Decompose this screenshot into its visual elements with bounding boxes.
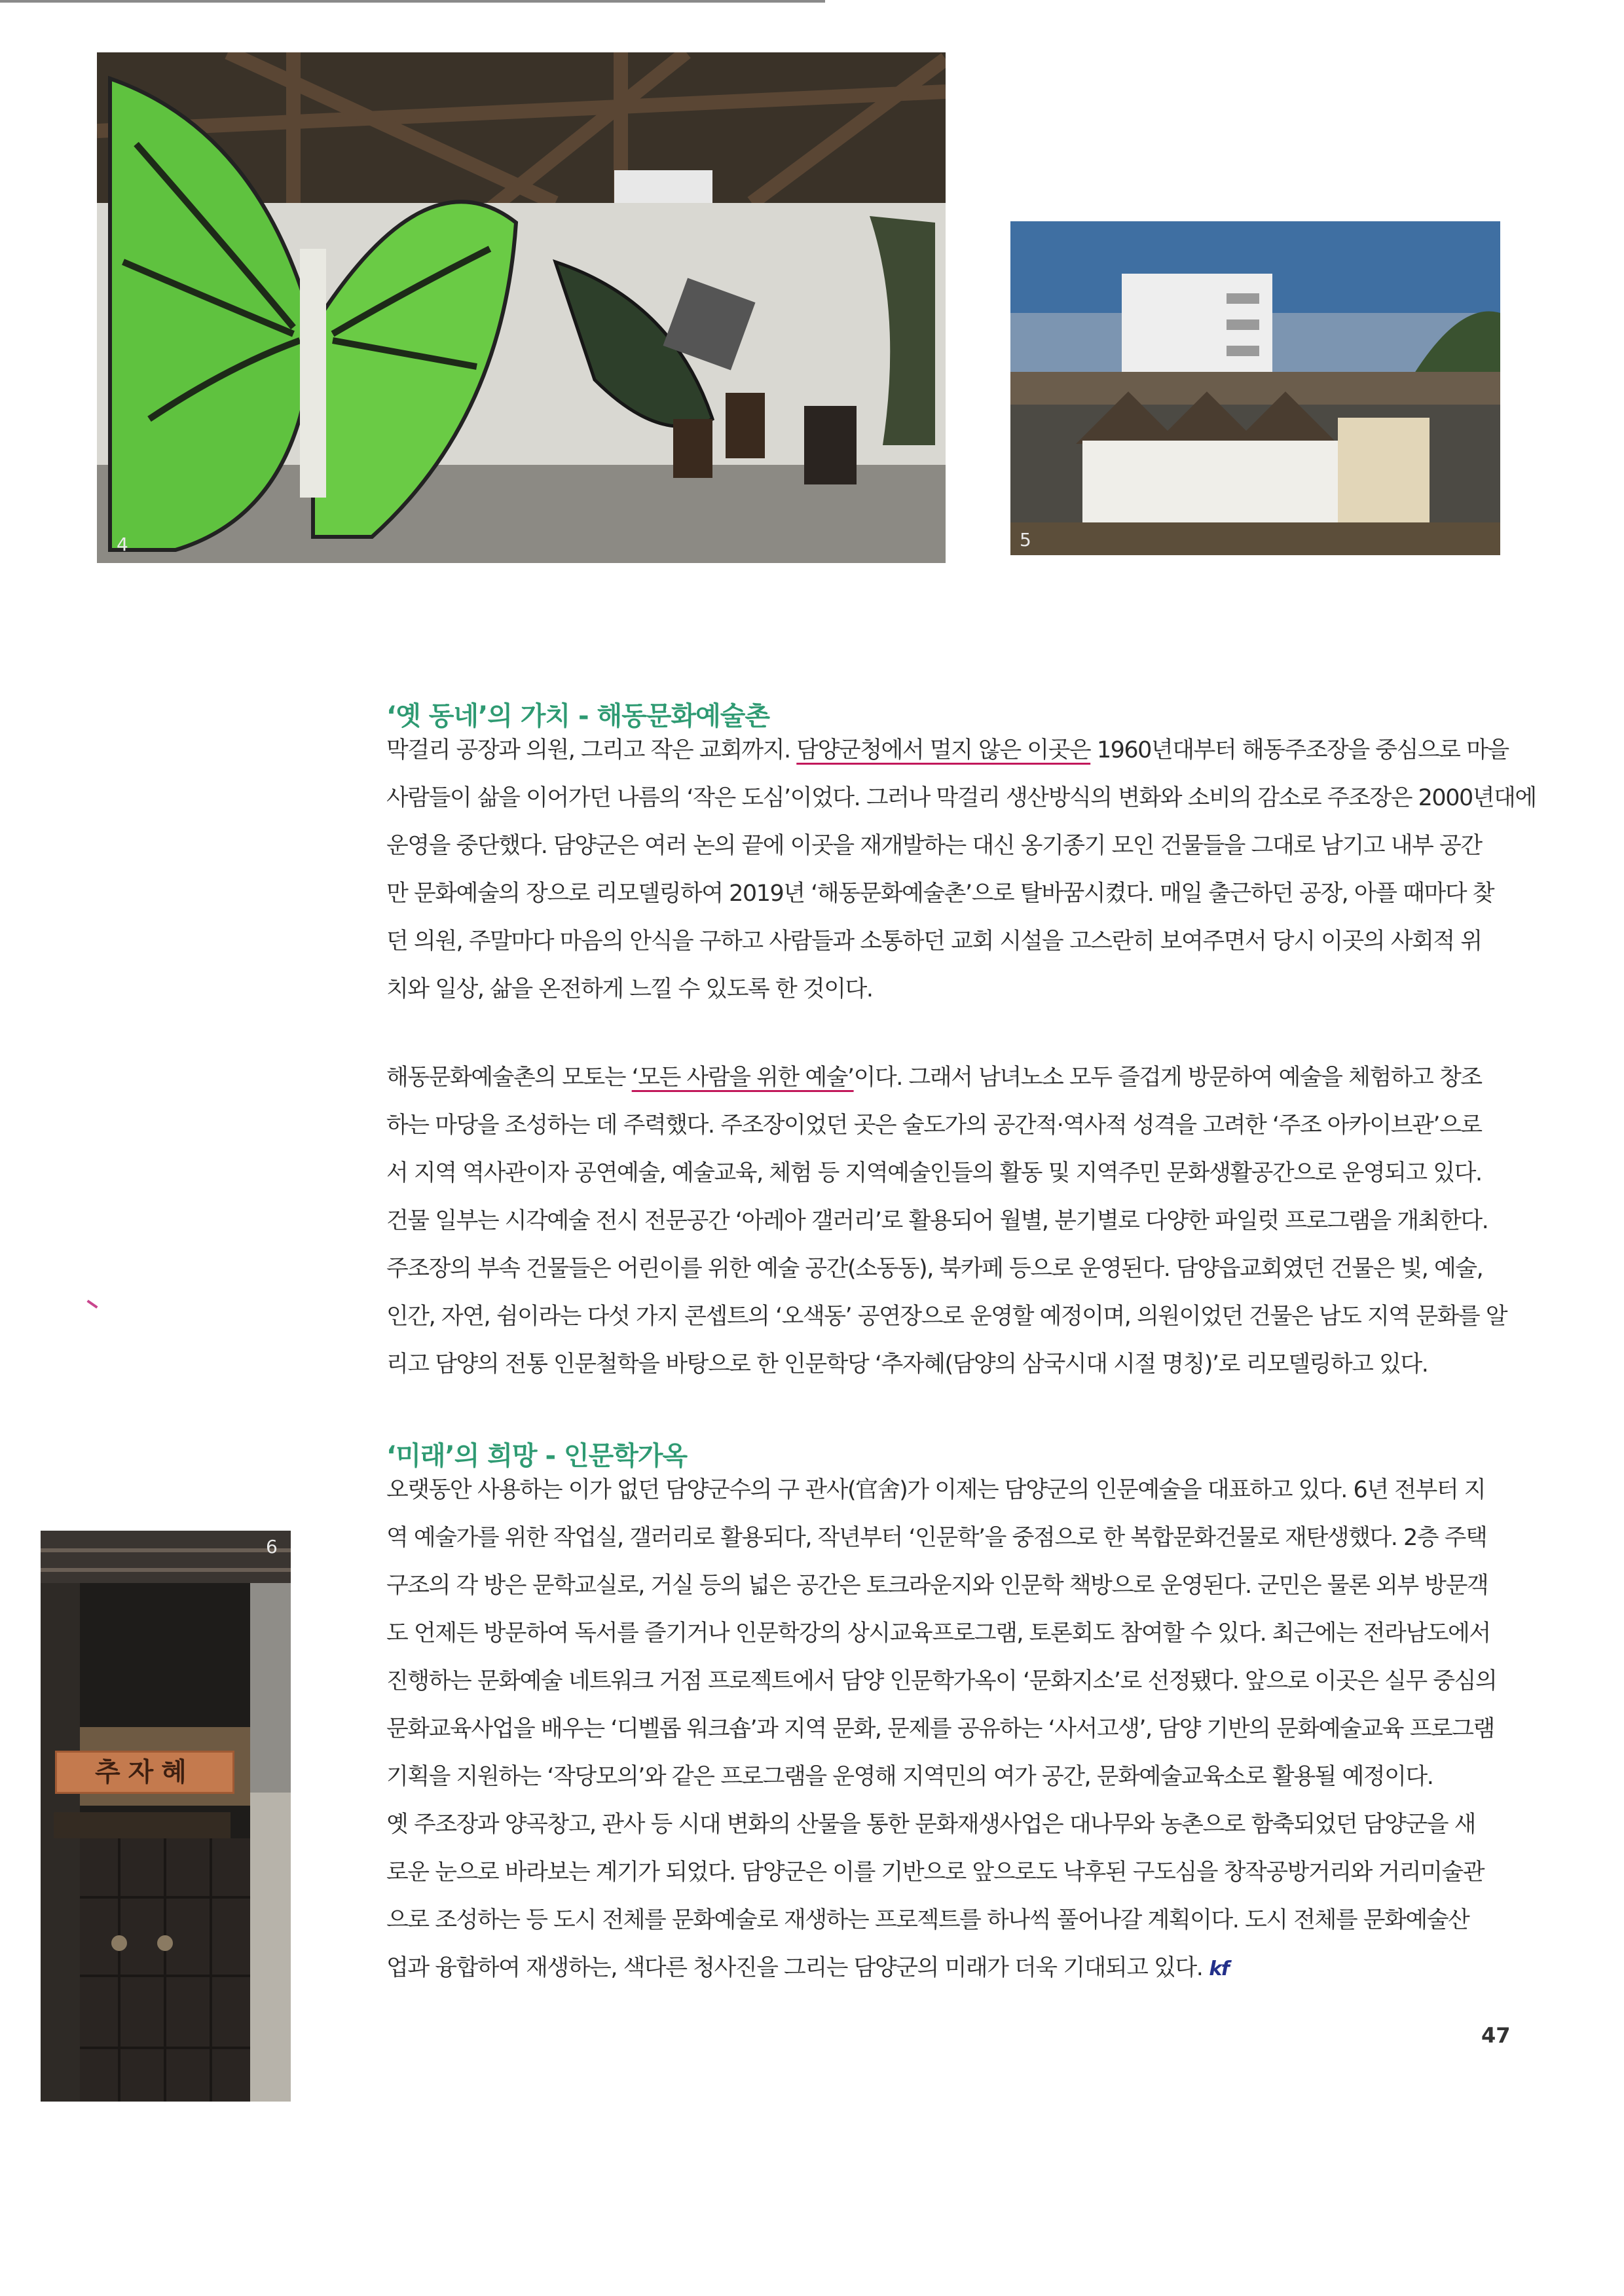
section2-paragraph [386, 1467, 1513, 1993]
buildings-illustration [1010, 221, 1500, 555]
underlined-text: ‘모든 사람을 위한 예술’ [631, 1065, 854, 1091]
text-line: 사람들이 삶을 이어가던 나름의 ‘작은 도심’이었다. 그러나 막걸리 생산방식의 변화와 소비의 감소로 주조장은 2000년대에 [386, 785, 1536, 811]
text-line: 막걸리 공장과 의원, 그리고 작은 교회까지. 담양군청에서 멀지 않은 이곳은 1960년대부터 해동주조장을 중심으로 마을 [386, 737, 1509, 763]
photo-number: 5 [1020, 529, 1031, 551]
text-line: 리고 담양의 전통 인문철학을 바탕으로 한 인문학당 ‘추자혜(담양의 삼국시대 시절 명칭)’로 리모델링하고 있다. [386, 1351, 1428, 1377]
text-line: 운영을 중단했다. 담양군은 여러 논의 끝에 이곳을 재개발하는 대신 옹기종기 모인 건물들을 그대로 남기고 내부 공간 [386, 833, 1482, 859]
text-line: 인간, 자연, 쉼이라는 다섯 가지 콘셉트의 ‘오색동’ 공연장으로 운영할 예정이며, 의원이었던 건물은 남도 지역 문화를 알 [386, 1303, 1507, 1330]
text-line: 하는 마당을 조성하는 데 주력했다. 주조장이었던 곳은 술도가의 공간적·역사적 성격을 고려한 ‘주조 아카이브관’으로 [386, 1112, 1482, 1139]
section1-paragraph2 [386, 1054, 1513, 1389]
text-line: 구조의 각 방은 문학교실로, 거실 등의 넓은 공간은 토크라운지와 인문학 책방으로 운영된다. 군민은 물론 외부 방문객 [386, 1573, 1488, 1599]
text-line: 오랫동안 사용하는 이가 없던 담양군수의 구 관사(官舍)가 이제는 담양군의 인문예술을 대표하고 있다. 6년 전부터 지 [386, 1477, 1486, 1503]
text-line: 옛 주조장과 양곡창고, 관사 등 시대 변화의 산물을 통한 문화재생사업은 대나무와 농촌으로 함축되었던 담양군을 새 [386, 1812, 1475, 1838]
gate-illustration [41, 1531, 291, 2102]
text-line: 치와 일상, 삶을 온전하게 느낄 수 있도록 한 것이다. [386, 976, 873, 1002]
section2-heading: ‘미래’의 희망 - 인문학가옥 [386, 1441, 688, 1471]
photo-number: 6 [266, 1536, 278, 1558]
text-line: 진행하는 문화예술 네트워크 거점 프로젝트에서 담양 인문학가옥이 ‘문화지소’로 선정됐다. 앞으로 이곳은 실무 중심의 [386, 1668, 1497, 1694]
sign-board: 추자혜 [55, 1751, 234, 1794]
photo-gabled-buildings [1010, 221, 1500, 555]
text-line: 문화교육사업을 배우는 ‘디벨롭 워크숍’과 지역 문화, 문제를 공유하는 ‘사서고생’, 담양 기반의 문화예술교육 프로그램 [386, 1716, 1494, 1742]
photo-number: 4 [117, 534, 128, 555]
text-line: 역 예술가를 위한 작업실, 갤러리로 활용되다, 작년부터 ‘인문학’을 중점으로 한 복합문화건물로 재탄생했다. 2층 주택 [386, 1525, 1487, 1551]
pen-mark [86, 1300, 98, 1309]
gallery-illustration [97, 52, 946, 563]
photo-chujahye-gate [41, 1531, 291, 2102]
kf-logo: kf [1209, 1958, 1229, 1980]
text-line: 주조장의 부속 건물들은 어린이를 위한 예술 공간(소동동), 북카페 등으로 운영된다. 담양읍교회였던 건물은 빛, 예술, [386, 1256, 1483, 1282]
underlined-text: 담양군청에서 멀지 않은 이곳은 [796, 737, 1091, 763]
text-line: 던 의원, 주말마다 마음의 안식을 구하고 사람들과 소통하던 교회 시설을 고스란히 보여주면서 당시 이곳의 사회적 위 [386, 928, 1482, 955]
text-line: 으로 조성하는 등 도시 전체를 문화예술로 재생하는 프로젝트를 하나씩 풀어나갈 계획이다. 도시 전체를 문화예술산 [386, 1907, 1469, 1933]
page-number: 47 [1481, 2023, 1511, 2048]
top-rule [0, 0, 825, 3]
text-line: 로운 눈으로 바라보는 계기가 되었다. 담양군은 이를 기반으로 앞으로도 낙후된 구도심을 창작공방거리와 거리미술관 [386, 1859, 1485, 1886]
section1-heading: ‘옛 동네’의 가치 - 해동문화예술촌 [386, 701, 770, 731]
text-line: 서 지역 역사관이자 공연예술, 예술교육, 체험 등 지역예술인들의 활동 및 지역주민 문화생활공간으로 운영되고 있다. [386, 1160, 1482, 1186]
text-line: 업과 융합하여 재생하는, 색다른 청사진을 그리는 담양군의 미래가 더욱 기대되고 있다. kf [386, 1955, 1229, 1981]
text-line: 건물 일부는 시각예술 전시 전문공간 ‘아레아 갤러리’로 활용되어 월별, 분기별로 다양한 파일럿 프로그램을 개최한다. [386, 1208, 1488, 1234]
text-line: 해동문화예술촌의 모토는 ‘모든 사람을 위한 예술’이다. 그래서 남녀노소 모두 즐겁게 방문하여 예술을 체험하고 창조 [386, 1065, 1482, 1091]
text-line: 도 언제든 방문하여 독서를 즐기거나 인문학강의 상시교육프로그램, 토론회도 참여할 수 있다. 최근에는 전라남도에서 [386, 1620, 1490, 1647]
text-line: 만 문화예술의 장으로 리모델링하여 2019년 ‘해동문화예술촌’으로 탈바꿈시켰다. 매일 출근하던 공장, 아플 때마다 찾 [386, 881, 1494, 907]
section1-paragraph1 [386, 727, 1536, 1013]
text-line: 기획을 지원하는 ‘작당모의’와 같은 프로그램을 운영해 지역민의 여가 공간, 문화예술교육소로 활용될 예정이다. [386, 1764, 1433, 1790]
photo-gallery-interior [97, 52, 946, 563]
